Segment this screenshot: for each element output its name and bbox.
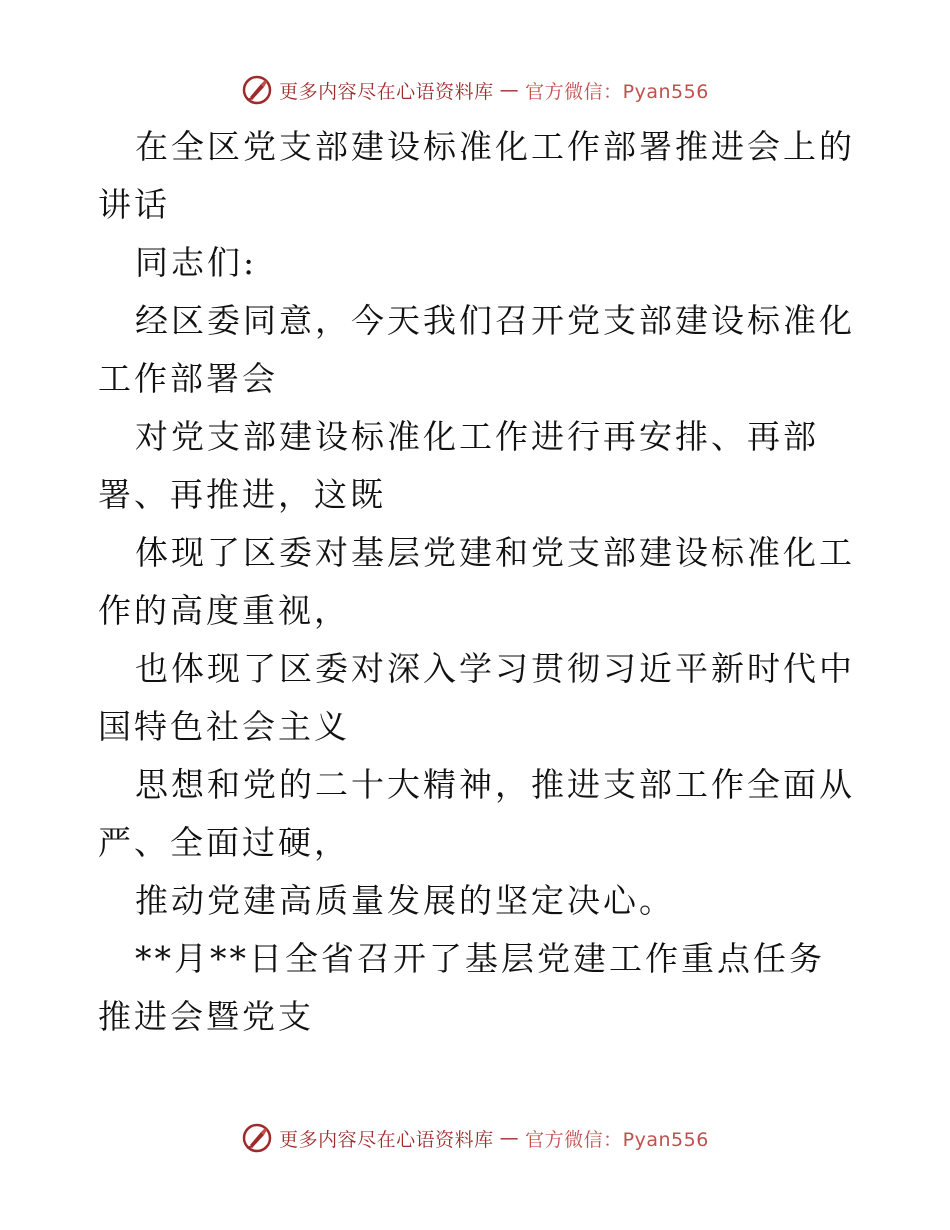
footer-contact: 官方微信：Pyan556 <box>525 1128 709 1151</box>
header-contact: 官方微信：Pyan556 <box>525 80 709 103</box>
paragraph: 推动党建高质量发展的坚定决心。 <box>135 881 675 920</box>
pen-nib-logo-icon <box>241 1122 273 1154</box>
paragraph: 经区委同意，今天我们召开党支部建设标准化工作部署会 <box>98 301 855 398</box>
paragraph: 也体现了区委对深入学习贯彻习近平新时代中国特色社会主义 <box>98 649 855 746</box>
page-header <box>0 70 950 110</box>
paragraph: 对党支部建设标准化工作进行再安排、再部署、再推进，这既 <box>98 417 819 514</box>
header-banner <box>241 74 709 106</box>
salutation: 同志们: <box>135 243 258 282</box>
header-slogan: 更多内容尽在心语资料库 <box>279 80 494 103</box>
footer-slogan: 更多内容尽在心语资料库 <box>279 1128 494 1151</box>
paragraph: **月**日全省召开了基层党建工作重点任务推进会暨党支 <box>98 939 825 1036</box>
document-body <box>98 118 858 1046</box>
page-footer <box>0 1118 950 1158</box>
header-separator: — <box>499 79 520 101</box>
pen-nib-logo-icon <box>241 74 273 106</box>
footer-separator: — <box>499 1127 520 1149</box>
footer-banner <box>241 1122 709 1154</box>
document-title: 在全区党支部建设标准化工作部署推进会上的讲话 <box>98 127 855 224</box>
paragraph: 思想和党的二十大精神，推进支部工作全面从严、全面过硬， <box>98 765 855 862</box>
paragraph: 体现了区委对基层党建和党支部建设标准化工作的高度重视， <box>98 533 855 630</box>
